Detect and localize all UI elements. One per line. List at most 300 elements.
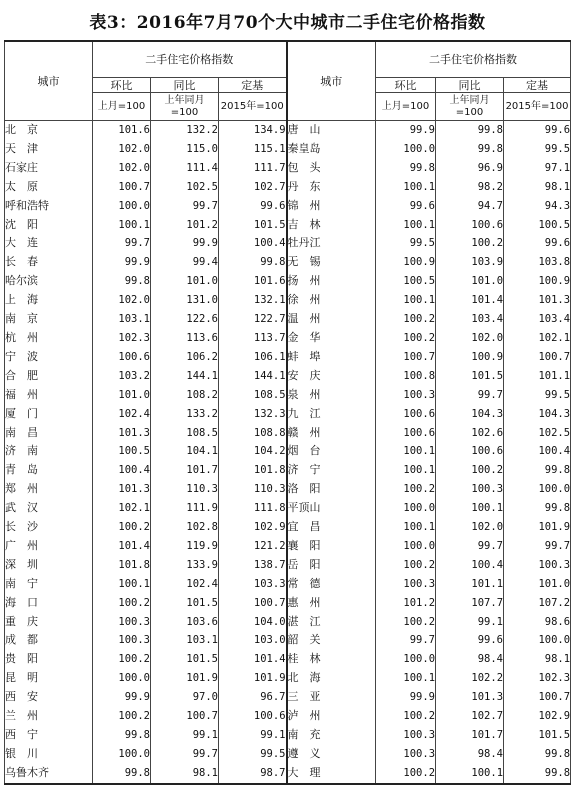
base-value-left: 111.8 [219,499,287,518]
base-value-right: 102.1 [504,329,571,348]
base-value-right: 102.9 [504,707,571,726]
table-row [5,329,571,348]
city-name-left: 兰 州 [5,707,93,726]
yoy-value-left: 111.9 [151,499,219,518]
table-row [5,537,571,556]
yoy-value-right: 102.6 [436,424,504,443]
city-name-left: 大 连 [5,234,93,253]
city-name-right: 济 宁 [287,461,376,480]
yoy-value-right: 99.8 [436,140,504,159]
city-name-left: 厦 门 [5,405,93,424]
yoy-value-right: 103.4 [436,310,504,329]
base-value-left: 101.9 [219,669,287,688]
city-name-right: 包 头 [287,159,376,178]
mom-value-right: 100.1 [376,461,436,480]
mom-value-right: 100.1 [376,669,436,688]
yoy-value-left: 101.7 [151,461,219,480]
base-value-right: 98.1 [504,178,571,197]
base-value-left: 132.3 [219,405,287,424]
mom-value-left: 102.4 [93,405,151,424]
yoy-value-right: 100.2 [436,461,504,480]
city-name-left: 宁 波 [5,348,93,367]
base-value-right: 99.7 [504,537,571,556]
table-row [5,688,571,707]
table-row [5,650,571,669]
table-row [5,631,571,650]
mom-value-right: 100.1 [376,291,436,310]
table-row [5,386,571,405]
city-name-left: 西 安 [5,688,93,707]
mom-value-left: 100.2 [93,518,151,537]
fixed-base-right: 2015年=100 [504,93,571,121]
yoy-value-right: 100.9 [436,348,504,367]
mom-value-left: 100.2 [93,594,151,613]
base-value-right: 103.4 [504,310,571,329]
yoy-value-right: 101.5 [436,367,504,386]
base-header-left: 定基 [219,78,287,93]
yoy-value-left: 99.4 [151,253,219,272]
mom-value-right: 100.5 [376,272,436,291]
mom-value-left: 100.2 [93,707,151,726]
base-value-left: 138.7 [219,556,287,575]
table-row [5,575,571,594]
city-name-right: 唐 山 [287,121,376,140]
city-name-right: 岳 阳 [287,556,376,575]
yoy-value-left: 133.9 [151,556,219,575]
yoy-value-left: 108.2 [151,386,219,405]
mom-value-left: 100.3 [93,613,151,632]
mom-value-left: 100.1 [93,575,151,594]
mom-value-right: 100.1 [376,518,436,537]
base-value-left: 101.6 [219,272,287,291]
yoy-value-left: 103.1 [151,631,219,650]
price-index-table [4,40,571,785]
table-row [5,518,571,537]
yoy-value-right: 96.9 [436,159,504,178]
mom-value-left: 101.4 [93,537,151,556]
mom-value-right: 100.8 [376,367,436,386]
table-row [5,291,571,310]
yoy-value-right: 98.4 [436,650,504,669]
base-value-right: 103.8 [504,253,571,272]
base-value-right: 99.8 [504,764,571,784]
yoy-value-left: 132.2 [151,121,219,140]
base-value-right: 102.3 [504,669,571,688]
base-value-left: 101.5 [219,216,287,235]
city-name-left: 深 圳 [5,556,93,575]
mom-value-right: 100.3 [376,726,436,745]
city-name-left: 南 昌 [5,424,93,443]
city-name-left: 重 庆 [5,613,93,632]
base-value-right: 99.8 [504,745,571,764]
base-value-right: 99.8 [504,499,571,518]
table-row [5,480,571,499]
city-name-right: 徐 州 [287,291,376,310]
mom-value-left: 100.1 [93,216,151,235]
mom-value-right: 100.2 [376,764,436,784]
mom-value-right: 100.9 [376,253,436,272]
table-row [5,234,571,253]
base-value-left: 121.2 [219,537,287,556]
city-name-right: 蚌 埠 [287,348,376,367]
base-value-right: 99.8 [504,461,571,480]
table-row [5,197,571,216]
table-row [5,159,571,178]
yoy-value-right: 100.6 [436,216,504,235]
base-value-left: 113.7 [219,329,287,348]
yoy-value-left: 100.7 [151,707,219,726]
city-name-left: 北 京 [5,121,93,140]
mom-value-right: 100.3 [376,575,436,594]
table-row [5,405,571,424]
table-row [5,613,571,632]
base-value-right: 100.5 [504,216,571,235]
table-row [5,140,571,159]
table-row [5,310,571,329]
mom-value-right: 99.5 [376,234,436,253]
mom-value-right: 99.9 [376,688,436,707]
mom-value-right: 99.6 [376,197,436,216]
yoy-value-left: 111.4 [151,159,219,178]
yoy-value-left: 99.7 [151,197,219,216]
base-value-left: 101.8 [219,461,287,480]
yoy-value-right: 100.1 [436,764,504,784]
base-value-left: 102.9 [219,518,287,537]
mom-value-left: 102.1 [93,499,151,518]
table-row [5,121,571,140]
base-value-right: 101.5 [504,726,571,745]
base-value-right: 100.0 [504,480,571,499]
mom-value-left: 103.1 [93,310,151,329]
yoy-value-right: 100.3 [436,480,504,499]
city-name-right: 泉 州 [287,386,376,405]
mom-header-right: 环比 [376,78,436,93]
mom-value-right: 100.2 [376,310,436,329]
table-row [5,594,571,613]
city-name-right: 韶 关 [287,631,376,650]
base-value-left: 100.6 [219,707,287,726]
table-row [5,707,571,726]
mom-value-right: 100.6 [376,405,436,424]
mom-value-left: 99.8 [93,726,151,745]
city-name-left: 南 宁 [5,575,93,594]
city-name-right: 遵 义 [287,745,376,764]
city-name-left: 杭 州 [5,329,93,348]
base-value-right: 98.1 [504,650,571,669]
base-value-left: 104.0 [219,613,287,632]
city-name-left: 昆 明 [5,669,93,688]
city-name-right: 三 亚 [287,688,376,707]
index-group-header-left: 二手住宅价格指数 [93,41,287,78]
mom-header-left: 环比 [93,78,151,93]
base-value-right: 98.6 [504,613,571,632]
base-value-right: 100.7 [504,688,571,707]
yoy-value-left: 122.6 [151,310,219,329]
base-value-left: 96.7 [219,688,287,707]
base-value-left: 134.9 [219,121,287,140]
base-value-right: 101.1 [504,367,571,386]
base-value-right: 99.6 [504,121,571,140]
city-name-left: 成 都 [5,631,93,650]
yoy-value-right: 99.8 [436,121,504,140]
base-value-right: 100.9 [504,272,571,291]
base-value-right: 101.0 [504,575,571,594]
city-name-left: 青 岛 [5,461,93,480]
city-name-right: 常 德 [287,575,376,594]
yoy-base-left: 上年同月=100 [151,93,219,121]
yoy-value-right: 100.1 [436,499,504,518]
city-name-right: 北 海 [287,669,376,688]
mom-value-left: 101.3 [93,480,151,499]
mom-value-left: 103.2 [93,367,151,386]
base-value-left: 99.5 [219,745,287,764]
city-name-right: 宜 昌 [287,518,376,537]
yoy-value-right: 107.7 [436,594,504,613]
yoy-value-right: 99.1 [436,613,504,632]
city-header-left: 城市 [5,41,93,121]
base-value-right: 99.5 [504,386,571,405]
yoy-base-right: 上年同月=100 [436,93,504,121]
yoy-value-left: 115.0 [151,140,219,159]
mom-value-right: 100.1 [376,216,436,235]
base-value-left: 99.8 [219,253,287,272]
yoy-value-left: 102.8 [151,518,219,537]
mom-value-left: 100.5 [93,442,151,461]
mom-value-right: 100.0 [376,140,436,159]
mom-value-left: 100.2 [93,650,151,669]
city-name-right: 平顶山 [287,499,376,518]
yoy-value-right: 100.4 [436,556,504,575]
table-row [5,367,571,386]
yoy-value-left: 119.9 [151,537,219,556]
table-row [5,348,571,367]
base-header-right: 定基 [504,78,571,93]
city-name-right: 安 庆 [287,367,376,386]
city-name-left: 长 沙 [5,518,93,537]
city-name-right: 无 锡 [287,253,376,272]
city-name-left: 南 京 [5,310,93,329]
city-name-right: 大 理 [287,764,376,784]
base-value-left: 103.0 [219,631,287,650]
yoy-value-right: 103.9 [436,253,504,272]
city-name-left: 郑 州 [5,480,93,499]
city-name-left: 福 州 [5,386,93,405]
yoy-value-left: 103.6 [151,613,219,632]
yoy-value-right: 100.2 [436,234,504,253]
city-name-right: 南 充 [287,726,376,745]
mom-base-right: 上月=100 [376,93,436,121]
city-name-left: 石家庄 [5,159,93,178]
mom-value-left: 100.3 [93,631,151,650]
base-value-right: 100.7 [504,348,571,367]
yoy-value-right: 101.1 [436,575,504,594]
yoy-value-right: 99.7 [436,386,504,405]
mom-base-left: 上月=100 [93,93,151,121]
mom-value-right: 100.7 [376,348,436,367]
city-name-left: 海 口 [5,594,93,613]
city-name-right: 洛 阳 [287,480,376,499]
mom-value-right: 100.1 [376,178,436,197]
base-value-right: 94.3 [504,197,571,216]
base-value-left: 132.1 [219,291,287,310]
city-name-left: 贵 阳 [5,650,93,669]
yoy-value-right: 104.3 [436,405,504,424]
city-name-left: 合 肥 [5,367,93,386]
base-value-right: 101.9 [504,518,571,537]
base-value-right: 100.4 [504,442,571,461]
yoy-value-left: 102.4 [151,575,219,594]
mom-value-right: 101.2 [376,594,436,613]
index-group-header-right: 二手住宅价格指数 [376,41,571,78]
yoy-value-left: 102.5 [151,178,219,197]
table-row [5,216,571,235]
yoy-value-left: 110.3 [151,480,219,499]
base-value-left: 111.7 [219,159,287,178]
yoy-value-right: 101.4 [436,291,504,310]
table-row [5,764,571,784]
yoy-value-left: 98.1 [151,764,219,784]
city-name-right: 丹 东 [287,178,376,197]
yoy-value-right: 98.2 [436,178,504,197]
base-value-left: 102.7 [219,178,287,197]
yoy-value-left: 101.2 [151,216,219,235]
table-row [5,745,571,764]
mom-value-left: 99.9 [93,253,151,272]
mom-value-left: 102.3 [93,329,151,348]
yoy-value-right: 102.2 [436,669,504,688]
base-value-left: 103.3 [219,575,287,594]
city-name-right: 湛 江 [287,613,376,632]
mom-value-left: 101.3 [93,424,151,443]
city-name-left: 太 原 [5,178,93,197]
yoy-value-left: 108.5 [151,424,219,443]
city-name-right: 金 华 [287,329,376,348]
base-value-right: 104.3 [504,405,571,424]
mom-value-left: 100.7 [93,178,151,197]
city-name-left: 长 春 [5,253,93,272]
mom-value-right: 100.2 [376,707,436,726]
base-value-right: 99.5 [504,140,571,159]
yoy-value-left: 133.2 [151,405,219,424]
yoy-value-left: 101.5 [151,594,219,613]
table-row [5,556,571,575]
base-value-left: 144.1 [219,367,287,386]
base-value-left: 108.5 [219,386,287,405]
base-value-left: 99.6 [219,197,287,216]
yoy-value-left: 97.0 [151,688,219,707]
city-name-right: 秦皇岛 [287,140,376,159]
mom-value-right: 100.6 [376,424,436,443]
base-value-right: 102.5 [504,424,571,443]
base-value-left: 122.7 [219,310,287,329]
city-name-right: 九 江 [287,405,376,424]
mom-value-left: 100.4 [93,461,151,480]
yoy-value-right: 102.0 [436,329,504,348]
table-body [5,121,571,784]
base-value-left: 110.3 [219,480,287,499]
base-value-right: 101.3 [504,291,571,310]
city-name-left: 银 川 [5,745,93,764]
city-name-left: 呼和浩特 [5,197,93,216]
yoy-value-left: 101.9 [151,669,219,688]
mom-value-left: 99.9 [93,688,151,707]
mom-value-left: 102.0 [93,140,151,159]
table-row [5,424,571,443]
mom-value-right: 99.8 [376,159,436,178]
base-value-left: 98.7 [219,764,287,784]
base-value-left: 108.8 [219,424,287,443]
yoy-value-right: 101.3 [436,688,504,707]
yoy-value-right: 99.6 [436,631,504,650]
city-name-right: 吉 林 [287,216,376,235]
base-value-right: 100.3 [504,556,571,575]
base-value-right: 107.2 [504,594,571,613]
mom-value-right: 100.2 [376,480,436,499]
table-row [5,442,571,461]
table-row [5,178,571,197]
base-value-left: 100.4 [219,234,287,253]
yoy-header-left: 同比 [151,78,219,93]
base-value-left: 101.4 [219,650,287,669]
yoy-value-right: 101.0 [436,272,504,291]
yoy-header-right: 同比 [436,78,504,93]
mom-value-right: 100.2 [376,556,436,575]
city-name-left: 武 汉 [5,499,93,518]
yoy-value-left: 144.1 [151,367,219,386]
mom-value-left: 100.0 [93,745,151,764]
base-value-left: 100.7 [219,594,287,613]
city-name-left: 广 州 [5,537,93,556]
city-name-right: 烟 台 [287,442,376,461]
city-name-left: 沈 阳 [5,216,93,235]
table-row [5,726,571,745]
yoy-value-right: 101.7 [436,726,504,745]
yoy-value-right: 102.0 [436,518,504,537]
yoy-value-right: 100.6 [436,442,504,461]
city-name-right: 赣 州 [287,424,376,443]
city-name-right: 惠 州 [287,594,376,613]
yoy-value-right: 98.4 [436,745,504,764]
mom-value-left: 102.0 [93,291,151,310]
mom-value-right: 100.3 [376,386,436,405]
table-row [5,461,571,480]
yoy-value-left: 113.6 [151,329,219,348]
mom-value-left: 101.6 [93,121,151,140]
mom-value-right: 100.3 [376,745,436,764]
mom-value-left: 101.8 [93,556,151,575]
mom-value-right: 100.0 [376,650,436,669]
yoy-value-left: 99.1 [151,726,219,745]
base-value-left: 99.1 [219,726,287,745]
yoy-value-right: 94.7 [436,197,504,216]
fixed-base-left: 2015年=100 [219,93,287,121]
mom-value-left: 99.7 [93,234,151,253]
yoy-value-left: 99.9 [151,234,219,253]
city-name-left: 上 海 [5,291,93,310]
city-name-right: 锦 州 [287,197,376,216]
city-name-left: 乌鲁木齐 [5,764,93,784]
city-name-left: 哈尔滨 [5,272,93,291]
city-name-left: 济 南 [5,442,93,461]
base-value-right: 100.0 [504,631,571,650]
mom-value-right: 100.2 [376,329,436,348]
yoy-value-left: 131.0 [151,291,219,310]
mom-value-left: 100.0 [93,197,151,216]
city-header-right: 城市 [287,41,376,121]
city-name-left: 天 津 [5,140,93,159]
table-row [5,499,571,518]
mom-value-right: 99.7 [376,631,436,650]
